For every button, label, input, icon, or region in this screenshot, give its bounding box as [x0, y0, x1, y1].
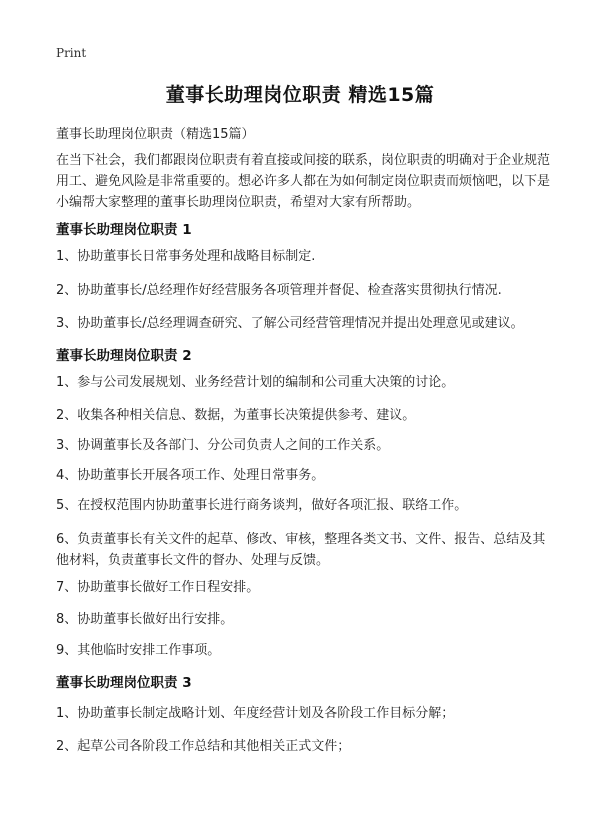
section-heading: 董事长助理岗位职责 3: [56, 675, 192, 691]
list-item: 1、协助董事长制定战略计划、年度经营计划及各阶段工作目标分解；: [56, 706, 455, 721]
list-item: 5、在授权范围内协助董事长进行商务谈判，做好各项汇报、联络工作。: [56, 498, 468, 513]
section-2: [56, 344, 556, 364]
list-item: 4、协助董事长开展各项工作、处理日常事务。: [56, 468, 325, 483]
list-item: 9、其他临时安排工作事项。: [56, 643, 221, 658]
section-heading: 董事长助理岗位职责 1: [56, 222, 192, 238]
document-subtitle: 董事长助理岗位职责（精选15篇）: [56, 127, 255, 142]
section-3: [56, 671, 556, 691]
list-item: 2、收集各种相关信息、数据，为董事长决策提供参考、建议。: [56, 408, 416, 423]
print-label[interactable]: Print: [56, 46, 87, 60]
list-item: 1、参与公司发展规划、业务经营计划的编制和公司重大决策的讨论。: [56, 375, 455, 390]
section-heading: 董事长助理岗位职责 2: [56, 348, 192, 364]
list-item: 2、协助董事长/总经理作好经营服务各项管理并督促、检查落实贯彻执行情况.: [56, 283, 502, 298]
section-1: [56, 218, 556, 238]
list-item: 8、协助董事长做好出行安排。: [56, 612, 234, 627]
list-item: 3、协助董事长/总经理调查研究、了解公司经营管理情况并提出处理意见或建议。: [56, 316, 524, 331]
list-item: 3、协调董事长及各部门、分公司负责人之间的工作关系。: [56, 438, 390, 453]
intro-paragraph: 在当下社会，我们都跟岗位职责有着直接或间接的联系，岗位职责的明确对于企业规范用工、避免风险是非常重要的。想必许多人都在为如何制定岗位职责而烦恼吧，以下是小编帮大家整理的董事长助理岗位职责，希望对大家有所帮助。: [56, 153, 551, 210]
list-item: 6、负责董事长有关文件的起草、修改、审核，整理各类文书、文件、报告、总结及其他材料，负责董事长文件的督办、处理与反馈。: [56, 532, 546, 568]
page-title: 董事长助理岗位职责 精选15篇: [165, 84, 435, 106]
list-item: 1、协助董事长日常事务处理和战略目标制定.: [56, 249, 316, 264]
list-item: 7、协助董事长做好工作日程安排。: [56, 580, 260, 595]
list-item: 2、起草公司各阶段工作总结和其他相关正式文件；: [56, 739, 351, 754]
